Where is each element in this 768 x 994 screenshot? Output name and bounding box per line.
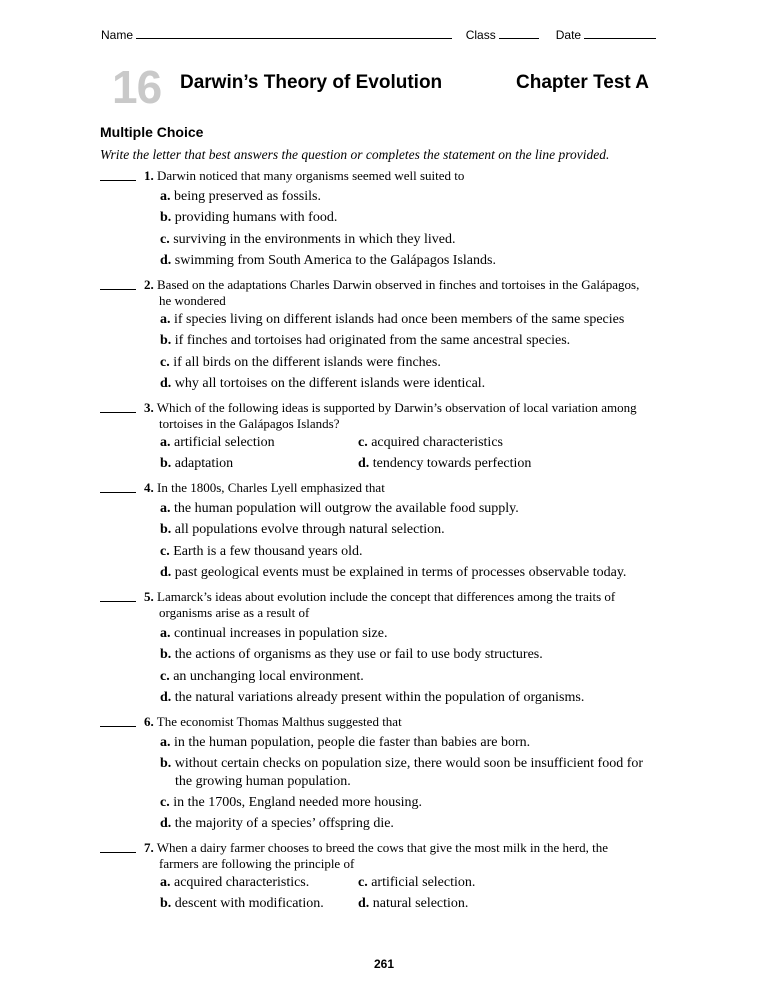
question-3 [100,400,710,475]
option-c: c. surviving in the environments in which they lived. [160,231,456,247]
answer-blank-6[interactable] [100,726,136,727]
student-info-header [101,27,656,42]
option-d: d. the natural variations already present within the population of organisms. [160,689,585,705]
question-text: Darwin noticed that many organisms seemed well suited to [157,168,465,183]
option-a: a. continual increases in population size. [160,626,388,641]
option-a: a. artificial selection [160,435,275,450]
question-stem-continued: organisms arise as a result of [159,605,310,620]
option-c: c. in the 1700s, England needed more housing. [160,794,423,810]
section-title: Multiple Choice [100,124,204,140]
answer-blank-2[interactable] [100,289,136,290]
question-stem-continued: tortoises in the Galápagos Islands? [159,416,340,431]
date-label: Date [555,28,582,42]
question-4 [100,480,710,583]
option-a: a. being preserved as fossils. [160,189,321,204]
question-stem: 3. Which of the following ideas is supported by Darwin’s observation of local variation among [144,400,637,415]
option-b: b. all populations evolve through natural selection. [160,522,445,538]
question-2 [100,277,710,394]
question-stem: 2. Based on the adaptations Charles Darwin observed in finches and tortoises in the Galápagos, [144,277,640,292]
option-d: d. why all tortoises on the different islands were identical. [160,375,486,391]
option-c: c. acquired characteristics [358,435,503,450]
test-title: Chapter Test A [516,72,650,93]
option-a: a. the human population will outgrow the available food supply. [160,501,519,516]
option-a: a. acquired characteristics. [160,875,310,890]
options-row [160,872,710,893]
answer-blank-4[interactable] [100,492,136,493]
options-row [160,893,710,914]
question-stem-continued: farmers are following the principle of [159,856,355,871]
question-number: 1. [144,168,154,183]
answer-blank-3[interactable] [100,412,136,413]
option-b: b. providing humans with food. [160,210,338,226]
date-field[interactable] [584,27,656,39]
option-b: b. without certain checks on population size, there would soon be insufficient food for [160,756,644,772]
option-d: d. natural selection. [358,896,469,912]
question-stem [144,168,710,184]
option-c: c. artificial selection. [358,875,476,890]
instructions: Write the letter that best answers the question or completes the statement on the line provided. [100,147,610,162]
page-number: 261 [373,957,395,971]
question-stem: 4. In the 1800s, Charles Lyell emphasized that [144,480,385,495]
options-row [160,432,710,453]
question-stem-continued: he wondered [159,293,226,308]
question-stem: 5. Lamarck’s ideas about evolution include the concept that differences among the traits of [144,589,616,604]
option-a: a. if species living on different islands had once been members of the same species [160,312,625,327]
option-b: b. if finches and tortoises had originated from the same ancestral species. [160,333,571,349]
option-d: d. tendency towards perfection [358,456,532,472]
option-c: c. if all birds on the different islands were finches. [160,354,441,370]
option-c: c. Earth is a few thousand years old. [160,543,363,559]
answer-blank-5[interactable] [100,601,136,602]
option-b: b. descent with modification. [160,896,324,912]
option-d: d. swimming from South America to the Galápagos Islands. [160,252,496,268]
question-6 [100,714,710,834]
answer-blank-7[interactable] [100,852,136,853]
option-c: c. an unchanging local environment. [160,668,364,684]
option-d: d. the majority of a species’ offspring die. [160,815,394,831]
class-field[interactable] [499,27,539,39]
chapter-title: Darwin’s Theory of Evolution [180,72,443,93]
question-stem: 7. When a dairy farmer chooses to breed the cows that give the most milk in the herd, the [144,840,609,855]
class-label: Class [465,28,496,42]
option-b: b. the actions of organisms as they use or fail to use body structures. [160,647,543,663]
option-a: a. in the human population, people die faster than babies are born. [160,735,531,750]
name-label: Name [101,28,134,42]
question-7 [100,840,710,915]
option-b-continued: the growing human population. [175,773,351,789]
question-5 [100,589,710,708]
answer-blank-1[interactable] [100,180,136,181]
name-field[interactable] [136,27,452,39]
chapter-number: 16 [112,61,162,113]
options-row [160,453,710,474]
option-b: b. adaptation [160,456,234,472]
question-1 [100,168,710,271]
question-stem: 6. The economist Thomas Malthus suggested that [144,714,402,729]
option-d: d. past geological events must be explained in terms of processes observable today. [160,564,627,580]
